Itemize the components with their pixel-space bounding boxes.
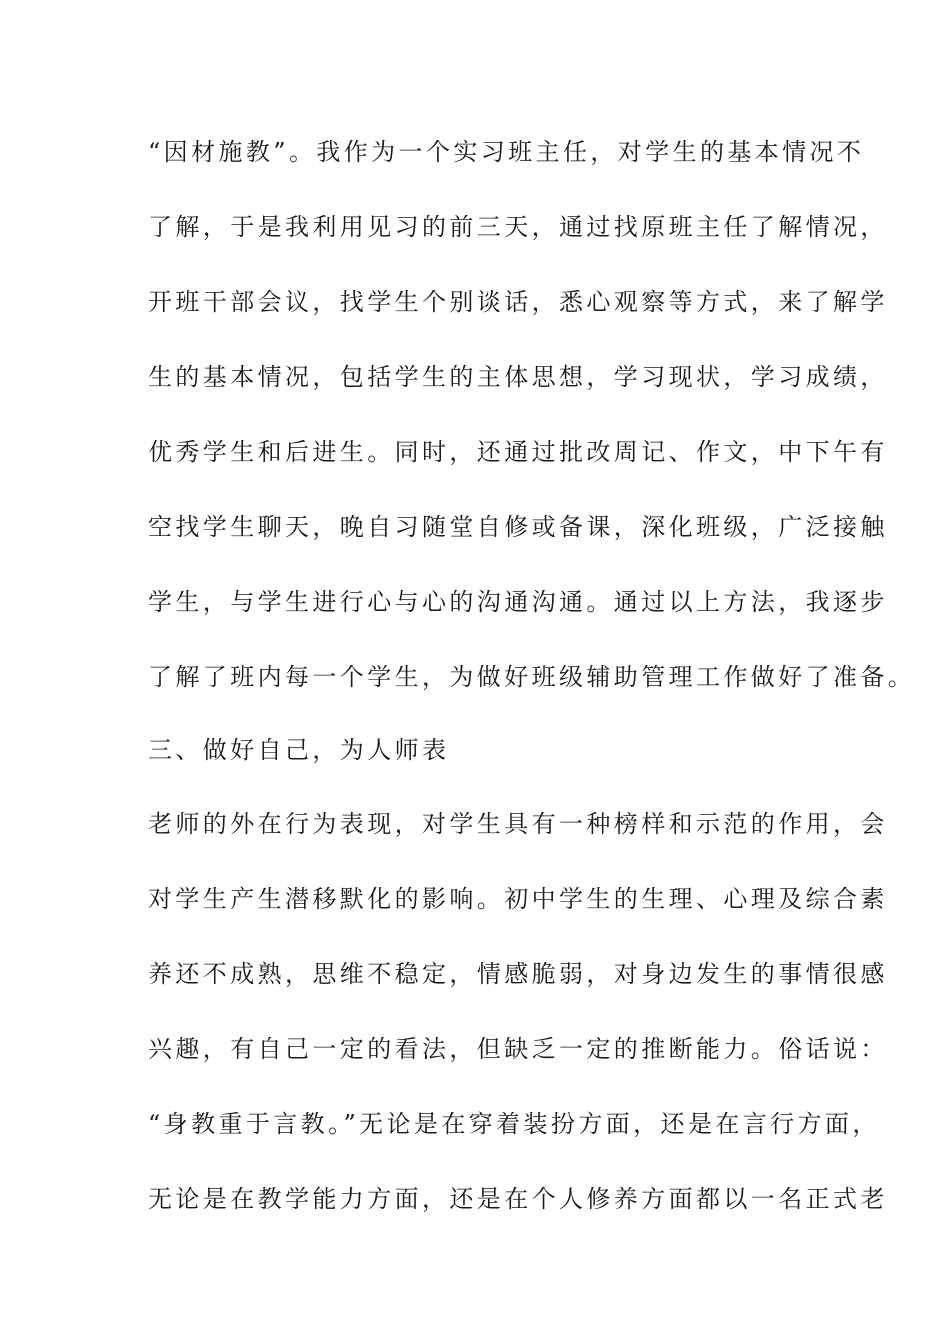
text-line: 生的基本情况，包括学生的主体思想，学习现状，学习成绩， xyxy=(148,363,888,391)
text-line: 养还不成熟，思维不稳定，情感脆弱，对身边发生的事情很感 xyxy=(148,960,888,988)
text-line: 优秀学生和后进生。同时，还通过批改周记、作文，中下午有 xyxy=(148,438,888,466)
text-line: 空找学生聊天，晚自习随堂自修或备课，深化班级，广泛接触 xyxy=(148,513,888,541)
text-line: “因材施教”。我作为一个实习班主任，对学生的基本情况不 xyxy=(148,138,865,166)
text-line: 学生，与学生进行心与心的沟通沟通。通过以上方法，我逐步 xyxy=(148,588,888,616)
text-line: “身教重于言教。”无论是在穿着装扮方面，还是在言行方面， xyxy=(148,1110,880,1138)
text-line: 对学生产生潜移默化的影响。初中学生的生理、心理及综合素 xyxy=(148,885,888,913)
text-line: 了解了班内每一个学生，为做好班级辅助管理工作做好了准备。 xyxy=(148,663,916,691)
text-line: 老师的外在行为表现，对学生具有一种榜样和示范的作用，会 xyxy=(148,810,888,838)
text-line: 兴趣，有自己一定的看法，但缺乏一定的推断能力。俗话说： xyxy=(148,1035,888,1063)
text-line: 了解，于是我利用见习的前三天，通过找原班主任了解情况， xyxy=(148,213,888,241)
section-heading: 三、做好自己，为人师表 xyxy=(148,736,450,764)
text-line: 无论是在教学能力方面，还是在个人修养方面都以一名正式老 xyxy=(148,1185,888,1213)
text-line: 开班干部会议，找学生个别谈话，悉心观察等方式，来了解学 xyxy=(148,288,888,316)
